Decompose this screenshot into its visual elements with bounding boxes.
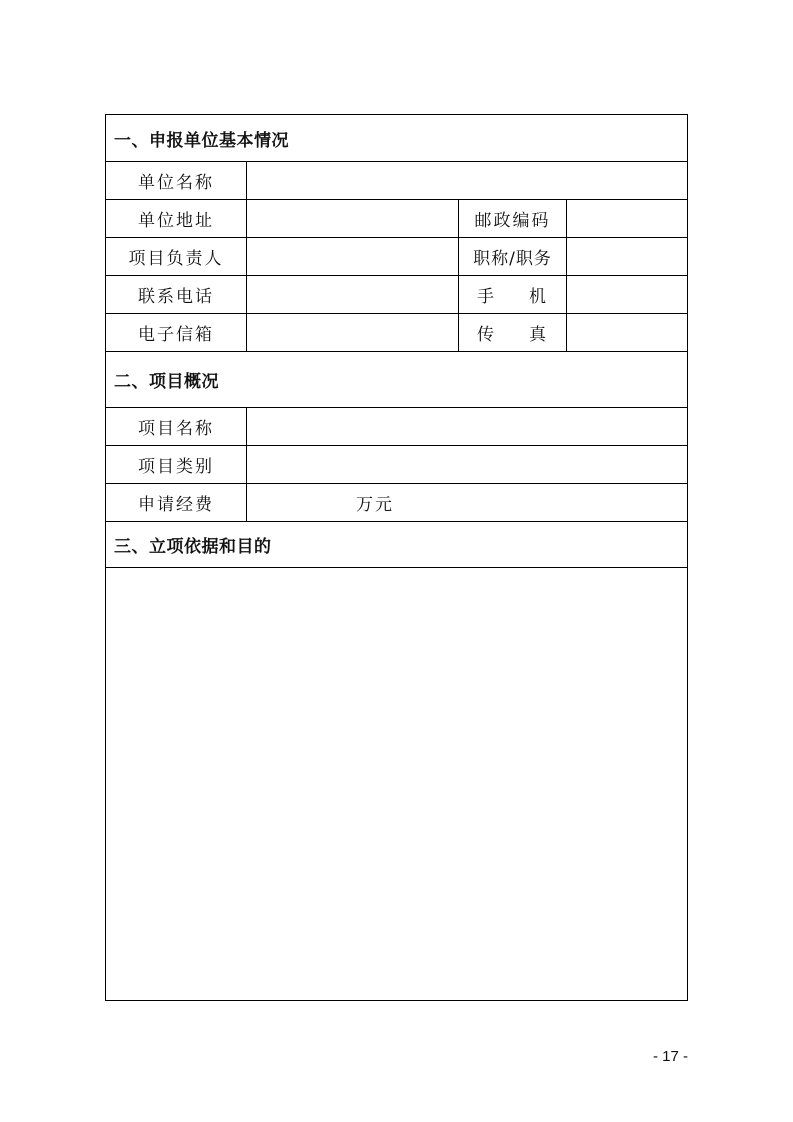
funding-unit: 万元 [356, 495, 394, 515]
section-3-header [106, 522, 687, 568]
email-label: 电子信箱 [106, 314, 247, 351]
mobile-label-char-1: 手 [477, 287, 496, 307]
unit-name-label: 单位名称 [106, 162, 247, 199]
project-name-label: 项目名称 [106, 408, 247, 445]
project-name-field[interactable] [247, 408, 687, 445]
row-project-name [106, 408, 687, 446]
fax-label [459, 314, 567, 351]
unit-address-field[interactable] [247, 200, 459, 237]
section-2-header [106, 352, 687, 408]
contact-phone-label: 联系电话 [106, 276, 247, 313]
fax-label-char-1: 传 [477, 325, 496, 345]
section-1-header [106, 115, 687, 162]
unit-address-label: 单位地址 [106, 200, 247, 237]
project-leader-field[interactable] [247, 238, 459, 275]
application-form [105, 114, 688, 1001]
section-3-title: 三、立项依据和目的 [114, 537, 272, 557]
project-leader-label: 项目负责人 [106, 238, 247, 275]
row-contact-phone [106, 276, 687, 314]
project-category-label: 项目类别 [106, 446, 247, 483]
row-funding [106, 484, 687, 522]
fax-label-char-2: 真 [529, 325, 548, 345]
postal-code-label: 邮政编码 [459, 200, 567, 237]
project-category-field[interactable] [247, 446, 687, 483]
unit-name-field[interactable] [247, 162, 687, 199]
section-3-body [106, 568, 687, 1000]
email-field[interactable] [247, 314, 459, 351]
contact-phone-field[interactable] [247, 276, 459, 313]
section-1-title: 一、申报单位基本情况 [114, 130, 289, 151]
title-position-field[interactable] [567, 238, 687, 275]
title-position-label: 职称/职务 [459, 238, 567, 275]
row-unit-name [106, 162, 687, 200]
basis-purpose-textarea[interactable] [106, 568, 687, 1000]
row-email [106, 314, 687, 352]
mobile-field[interactable] [567, 276, 687, 313]
postal-code-field[interactable] [567, 200, 687, 237]
mobile-label-char-2: 机 [529, 287, 548, 307]
row-unit-address [106, 200, 687, 238]
mobile-label [459, 276, 567, 313]
funding-field[interactable] [247, 484, 687, 521]
section-2-title: 二、项目概况 [114, 372, 219, 392]
row-project-category [106, 446, 687, 484]
funding-label: 申请经费 [106, 484, 247, 521]
page-number: - 17 - [652, 1048, 688, 1065]
fax-field[interactable] [567, 314, 687, 351]
row-project-leader [106, 238, 687, 276]
